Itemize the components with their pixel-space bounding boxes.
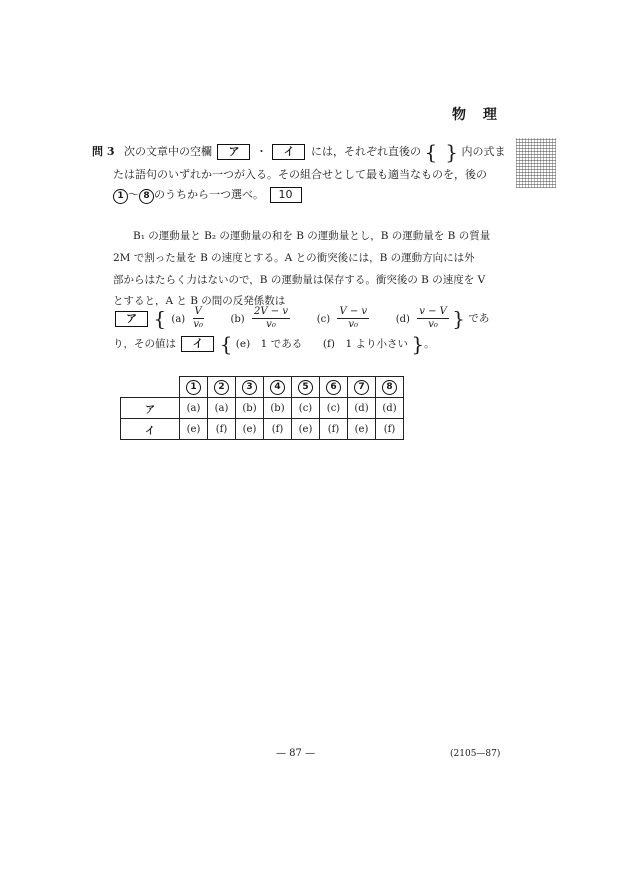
close-brace: } [445, 140, 458, 164]
choice-header-1: 1 [180, 377, 208, 398]
question-line-2: たは語句のいずれか一つが入る。その組合せとして最も適当なものを，後の [113, 168, 487, 181]
passage-line-3: 部からはたらく力はないので，B の運動量は保存する。衝突後の B の速度を V [113, 274, 486, 286]
passage-line-6 [113, 332, 435, 356]
separator-dot: ・ [255, 145, 267, 158]
option-b-label: (b) [230, 313, 245, 325]
table-cell: (d) [348, 398, 376, 419]
passage-text-6b: 。 [424, 338, 435, 350]
eval-close-brace: } [411, 332, 425, 356]
passage-text-6a: り，その値は [113, 338, 176, 350]
choice-header-7: 7 [348, 377, 376, 398]
choice-header-5: 5 [292, 377, 320, 398]
page-number: — 87 — [276, 748, 316, 759]
table-cell: (c) [292, 398, 320, 419]
choice-header-3: 3 [236, 377, 264, 398]
options-close-brace: } [452, 306, 465, 331]
row-label-i: イ [121, 419, 180, 440]
choice-header-8: 8 [376, 377, 404, 398]
blank-i-passage: イ [181, 336, 214, 352]
option-d-label: (d) [395, 313, 410, 325]
passage-line-4: とすると，A と B の間の反発係数は [113, 295, 286, 307]
choice-header-4: 4 [264, 377, 292, 398]
eval-open-brace: { [219, 332, 233, 356]
option-c-label: (c) [316, 313, 331, 325]
options-open-brace: { [153, 306, 167, 331]
passage-line-1: B₁ の運動量と B₂ の運動量の和を B の運動量とし，B の運動量を B の質量 [133, 230, 491, 242]
option-c-fraction: $\frac{V - v}{\text{v₀}}$ [339, 306, 368, 330]
table-header-row [121, 377, 404, 398]
passage-options-line [113, 306, 489, 331]
question-line-3 [113, 186, 304, 204]
page-code: (2105—87) [450, 749, 501, 759]
tilde: 〜 [128, 188, 139, 201]
option-a-label: (a) [171, 313, 186, 325]
table-cell: (a) [208, 398, 236, 419]
table-cell: (d) [376, 398, 404, 419]
table-cell: (f) [208, 419, 236, 440]
choice-first-marker: 1 [113, 189, 128, 204]
table-cell: (e) [236, 419, 264, 440]
table-cell: (a) [180, 398, 208, 419]
choice-header-2: 2 [208, 377, 236, 398]
option-f: (f) 1 より小さい [322, 338, 408, 350]
question-text-3: のうちから一つ選べ。 [154, 188, 264, 201]
passage-line-2: 2M で割った量を B の速度とする。A との衝突後には，B の運動方向には外 [113, 252, 475, 264]
option-a-fraction: $\frac{V}{\text{v₀}}$ [193, 306, 203, 330]
table-corner [121, 377, 180, 398]
blank-i: イ [272, 144, 305, 160]
option-b-fraction: $\frac{2V - v}{\text{v₀}}$ [254, 306, 288, 330]
choice-last-marker: 8 [139, 189, 154, 204]
blank-a: ア [217, 144, 250, 160]
margin-pattern [516, 138, 556, 188]
question-text-1a: 次の文章中の空欄 [123, 145, 212, 158]
question-text-1c: 内の式ま [461, 145, 506, 158]
table-cell: (b) [236, 398, 264, 419]
choice-header-6: 6 [320, 377, 348, 398]
question-number: 問 3 [92, 145, 115, 158]
table-row [121, 398, 404, 419]
question-text-1b: には，それぞれ直後の [310, 145, 421, 158]
table-cell: (e) [348, 419, 376, 440]
passage-text-de-a: であ [468, 312, 490, 325]
option-d-fraction: $\frac{v - V}{\text{v₀}}$ [419, 306, 447, 330]
blank-a-passage: ア [115, 311, 148, 327]
table-row [121, 419, 404, 440]
question-line-1 [92, 140, 505, 164]
subject-heading: 物 理 [452, 107, 503, 123]
answer-number-box: 10 [270, 187, 302, 203]
table-cell: (e) [292, 419, 320, 440]
table-cell: (f) [264, 419, 292, 440]
open-brace: { [424, 140, 438, 164]
option-e: (e) 1 である [235, 338, 303, 350]
table-cell: (b) [264, 398, 292, 419]
answer-table [120, 376, 404, 440]
table-cell: (f) [320, 419, 348, 440]
table-cell: (e) [180, 419, 208, 440]
row-label-a: ア [121, 398, 180, 419]
table-cell: (c) [320, 398, 348, 419]
table-cell: (f) [376, 419, 404, 440]
